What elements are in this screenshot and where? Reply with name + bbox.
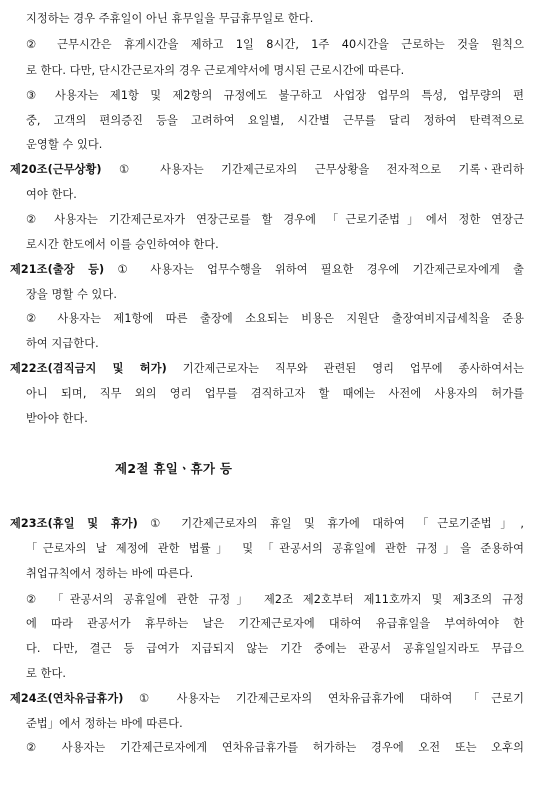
line-text: ① 사용자는 기간제근로자의 연차유급휴가에 대하여 「근로기 — [123, 692, 524, 705]
line-text: ② 「관공서의 공휴일에 관한 규정」 제2조 제2호부터 제11호까지 및 제3조의 규정 — [26, 593, 524, 606]
text-line — [26, 387, 524, 401]
line-text: ② 사용자는 기간제근로자에게 연차유급휴가를 허가하는 경우에 오전 또는 오후의 — [26, 741, 524, 754]
line-text: 중, 고객의 편의증진 등을 고려하여 요일별, 시간별 근무를 달리 정하여 탄력적으로 — [26, 114, 524, 127]
line-text: 기간제근로자는 직무와 관련된 영리 업무에 종사하여서는 — [166, 362, 524, 375]
line-text: 아니 되며, 직무 외의 영리 업무를 겸직하고자 할 때에는 사전에 사용자의 허가를 — [26, 387, 524, 400]
line-text: 「근로자의 날 제정에 관한 법률」 및 「관공서의 공휴일에 관한 규정」을 준용하여 — [26, 542, 524, 555]
text-line — [26, 12, 313, 26]
text-line — [26, 567, 193, 581]
line-text: ② 근무시간은 휴게시간을 제하고 1일 8시간, 1주 40시간을 근로하는 것을 원칙으 — [26, 38, 524, 51]
line-text: 준법」에서 정하는 바에 따른다. — [26, 717, 183, 730]
article-title: 제21조(출장 등) — [10, 263, 105, 276]
article-title: 제22조(겸직금지 및 허가) — [10, 362, 167, 375]
text-line — [26, 38, 524, 52]
line-text: 에 따라 관공서가 휴무하는 날은 기간제근로자에 대하여 유급휴일을 부여하여야 한 — [26, 617, 524, 630]
line-text: ① 사용자는 업무수행을 위하여 필요한 경우에 기간제근로자에게 출 — [104, 263, 524, 276]
article-title: 제24조(연차유급휴가) — [10, 692, 124, 705]
text-line — [26, 114, 524, 128]
text-line — [26, 617, 524, 631]
text-line — [26, 64, 404, 78]
article-21-line — [10, 263, 524, 277]
line-text: ① 사용자는 기간제근로자의 근무상황을 전자적으로 기록ㆍ관리하 — [101, 163, 524, 176]
section-heading — [115, 461, 232, 477]
text-line — [26, 138, 102, 152]
line-text: 받아야 한다. — [26, 412, 88, 425]
text-line — [26, 89, 524, 103]
line-text: 로시간 한도에서 이를 승인하여야 한다. — [26, 238, 219, 251]
text-line — [26, 717, 183, 731]
line-text: 운영할 수 있다. — [26, 138, 103, 151]
text-line — [26, 412, 88, 426]
line-text: ② 사용자는 기간제근로자가 연장근로를 할 경우에 「근로기준법」에서 정한 연장근 — [26, 213, 524, 226]
article-title: 제20조(근무상황) — [10, 163, 102, 176]
line-text: 취업규칙에서 정하는 바에 따른다. — [26, 567, 194, 580]
line-text: ① 기간제근로자의 휴일 및 휴가에 대하여 「근로기준법」, — [137, 517, 524, 530]
article-title: 제23조(휴일 및 휴가) — [10, 517, 138, 530]
section-heading-text: 제2절 휴일ㆍ휴가 등 — [115, 461, 233, 476]
text-line — [26, 213, 524, 227]
line-text: 장을 명할 수 있다. — [26, 288, 117, 301]
line-text: ③ 사용자는 제1항 및 제2항의 규정에도 불구하고 사업장 업무의 특성, 업무량의 편 — [26, 89, 524, 102]
article-23-line — [10, 517, 524, 531]
text-line — [26, 741, 524, 755]
line-text: 여야 한다. — [26, 188, 77, 201]
text-line — [26, 593, 524, 607]
text-line — [26, 188, 77, 202]
text-line — [26, 238, 219, 252]
line-text: ② 사용자는 제1항에 따른 출장에 소요되는 비용은 지원단 출장여비지급세칙을 준용 — [26, 312, 524, 325]
text-line — [26, 312, 524, 326]
text-line — [26, 288, 117, 302]
text-line — [26, 642, 524, 656]
article-20-line — [10, 163, 524, 177]
line-text: 로 한다. — [26, 667, 67, 680]
line-text: 하여 지급한다. — [26, 337, 99, 350]
text-line — [26, 542, 524, 556]
article-22-line — [10, 362, 524, 376]
text-line — [26, 337, 99, 351]
line-text: 로 한다. 다만, 단시간근로자의 경우 근로계약서에 명시된 근로시간에 따른다. — [26, 64, 405, 77]
line-text: 지정하는 경우 주휴일이 아닌 휴무일을 무급휴무일로 한다. — [26, 12, 314, 25]
line-text: 다. 다만, 결근 등 급여가 지급되지 않는 기간 중에는 관공서 공휴일일지라도 무급으 — [26, 642, 524, 655]
text-line — [26, 667, 66, 681]
article-24-line — [10, 692, 524, 706]
